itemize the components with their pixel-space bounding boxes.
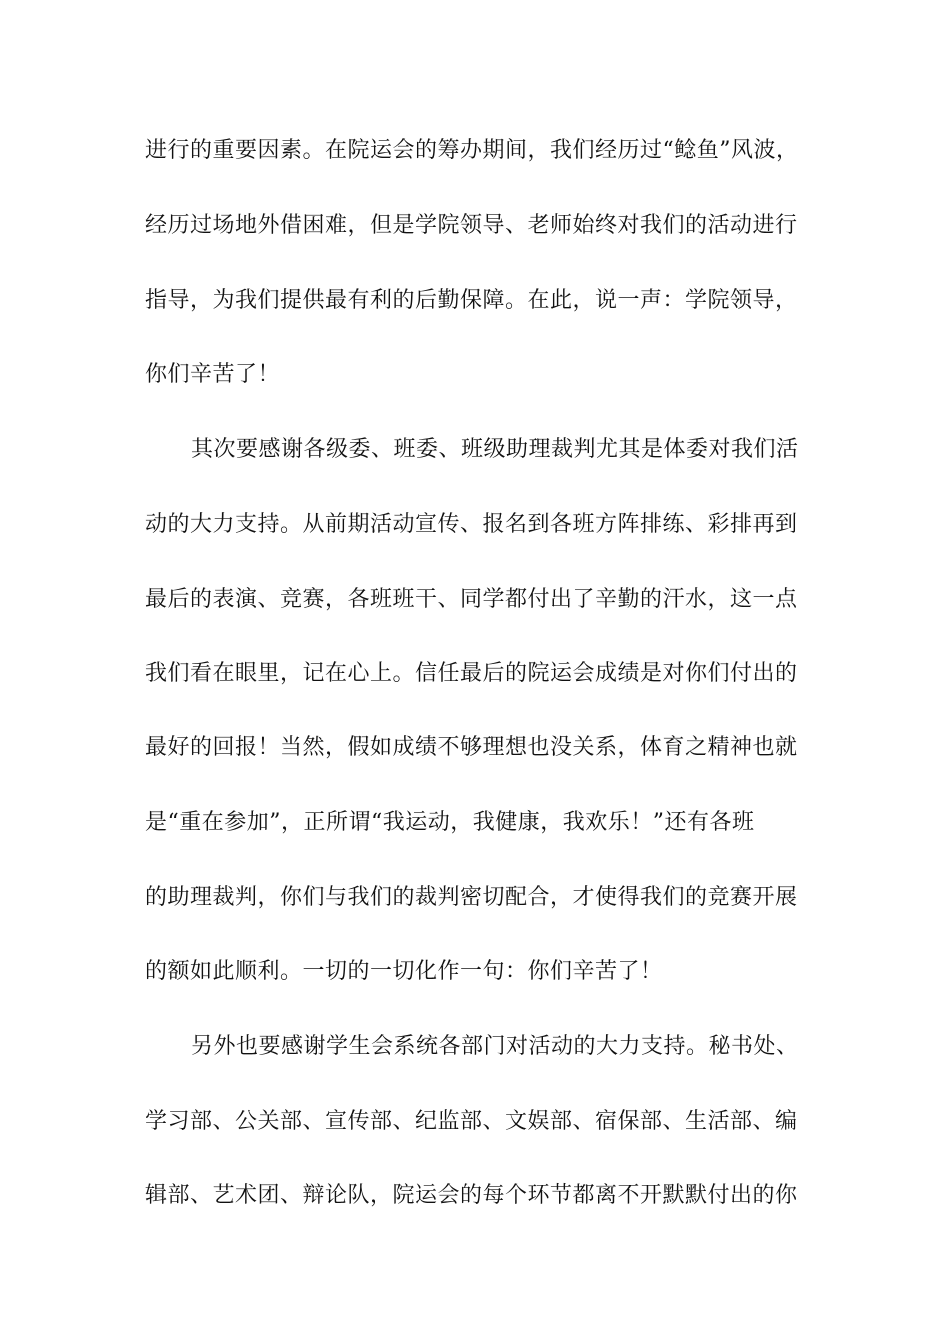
text-line: 指导，为我们提供最有利的后勤保障。在此，说一声：学院领导， (145, 288, 798, 313)
text-line: 最好的回报！当然，假如成绩不够理想也没关系，体育之精神也就 (145, 735, 798, 760)
text-line: 最后的表演、竞赛，各班班干、同学都付出了辛勤的汗水，这一点 (145, 587, 798, 612)
text-line: 动的大力支持。从前期活动宣传、报名到各班方阵排练、彩排再到 (145, 512, 798, 537)
paragraph-first-line: 另外也要感谢学生会系统各部门对活动的大力支持。秘书处、 (191, 1034, 799, 1059)
text-line: 的助理裁判，你们与我们的裁判密切配合，才使得我们的竞赛开展 (145, 885, 798, 910)
text-line: 你们辛苦了！ (145, 362, 281, 387)
text-line: 经历过场地外借困难，但是学院领导、老师始终对我们的活动进行 (145, 213, 798, 238)
text-line: 学习部、公关部、宣传部、纪监部、文娱部、宿保部、生活部、编 (145, 1109, 798, 1134)
text-line: 辑部、艺术团、辩论队，院运会的每个环节都离不开默默付出的你 (145, 1183, 798, 1208)
paragraph-first-line: 其次要感谢各级委、班委、班级助理裁判尤其是体委对我们活 (191, 437, 799, 462)
text-line: 进行的重要因素。在院运会的筹办期间，我们经历过“鲶鱼”风波， (145, 138, 799, 163)
text-line: 的额如此顺利。一切的一切化作一句：你们辛苦了！ (145, 959, 663, 984)
text-line: 我们看在眼里，记在心上。信任最后的院运会成绩是对你们付出的 (145, 661, 798, 686)
text-line: 是“重在参加”，正所谓“我运动，我健康，我欢乐！”还有各班 (145, 810, 755, 835)
